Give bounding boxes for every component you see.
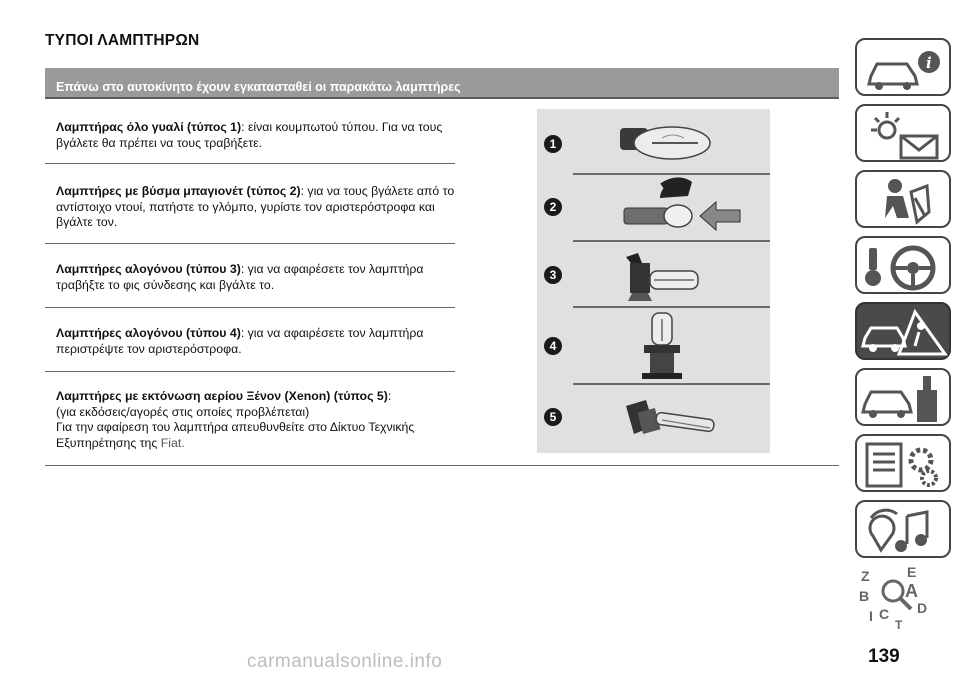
lamp-type-2-text: : για να τους βγάλετε από το αντίστοιχο ντουί, πατήστε το γλόμπο, γυρίστε τον αριστερόστροφα και βγάλτε τον. bbox=[56, 184, 455, 229]
lamp-type-3-text: : για να αφαιρέσετε τον λαμπτήρα τραβήξτε το φις σύνδεσης και βγάλτε το. bbox=[56, 262, 424, 292]
lamp-type-1-text: : είναι κουμπωτού τύπου. Για να τους βγάλετε θα πρέπει να τους τραβήξετε. bbox=[56, 120, 443, 150]
divider bbox=[45, 243, 455, 244]
lamp-type-5-text: Για την αφαίρεση του λαμπτήρα απευθυνθείτε στο Δίκτυο Τεχνικής Εξυπηρέτησης της bbox=[56, 420, 415, 450]
panel-divider bbox=[573, 306, 770, 308]
index-letter: C bbox=[879, 606, 890, 622]
divider bbox=[45, 163, 455, 164]
car-info-icon bbox=[857, 40, 953, 98]
side-tab-multimedia[interactable] bbox=[855, 500, 951, 558]
steering-wheel-key-icon bbox=[857, 238, 953, 296]
lamp-type-2-title: Λαμπτήρες με βύσμα μπαγιονέτ (τύπος 2) bbox=[56, 184, 301, 198]
xenon-bulb-icon bbox=[620, 396, 720, 448]
lamp-type-5-availability: (για εκδόσεις/αγορές στις οποίες προβλέπεται) bbox=[56, 404, 310, 419]
passenger-safety-icon bbox=[857, 172, 953, 230]
lamp-type-4-description bbox=[56, 326, 456, 357]
index-letter: D bbox=[917, 600, 928, 616]
divider bbox=[45, 307, 455, 308]
lamp-type-4-text: : για να αφαιρέσετε τον λαμπτήρα περιστρέψτε τον αριστερόστροφα. bbox=[56, 326, 424, 356]
all-glass-bulb-icon bbox=[612, 118, 712, 168]
index-letter: Z bbox=[861, 568, 870, 584]
side-tab-warning-lights[interactable] bbox=[855, 104, 951, 162]
alphabetical-index-icon[interactable] bbox=[855, 561, 951, 631]
index-letter: E bbox=[907, 564, 917, 580]
multimedia-icon bbox=[857, 502, 953, 560]
lamp-type-3-description bbox=[56, 262, 456, 293]
car-maintenance-icon bbox=[857, 370, 953, 428]
car-emergency-icon bbox=[857, 304, 953, 362]
watermark: carmanualsonline.info bbox=[247, 651, 443, 672]
side-tab-starting-driving[interactable] bbox=[855, 236, 951, 294]
lamp-number-3: 3 bbox=[544, 266, 562, 284]
side-tab-maintenance[interactable] bbox=[855, 368, 951, 426]
bayonet-bulb-icon bbox=[612, 176, 742, 238]
side-tab-car-info[interactable] bbox=[855, 38, 951, 96]
index-letter: A bbox=[905, 581, 918, 601]
dashboard-warning-lights-icon bbox=[857, 106, 953, 164]
page-number: 139 bbox=[868, 646, 900, 667]
brand-name: Fiat. bbox=[160, 435, 185, 450]
halogen-bulb-type-3-icon bbox=[618, 247, 708, 305]
index-letter: B bbox=[859, 588, 870, 604]
lamp-type-1-title: Λαμπτήρας όλο γυαλί (τύπος 1) bbox=[56, 120, 242, 134]
lamp-number-2: 2 bbox=[544, 198, 562, 216]
side-tab-safety[interactable] bbox=[855, 170, 951, 228]
lamp-number-1: 1 bbox=[544, 135, 562, 153]
panel-divider bbox=[573, 383, 770, 385]
lamp-number-5: 5 bbox=[544, 408, 562, 426]
lamp-type-5-description bbox=[56, 389, 456, 451]
side-tab-emergency[interactable] bbox=[855, 302, 951, 360]
bottom-divider bbox=[45, 465, 839, 466]
specifications-gear-icon bbox=[857, 436, 953, 494]
lamp-number-4: 4 bbox=[544, 337, 562, 355]
panel-divider bbox=[573, 240, 770, 242]
lamp-type-5-title: Λαμπτήρες με εκτόνωση αερίου Ξένον (Xenon) (τύπος 5) bbox=[56, 389, 388, 403]
lamp-type-2-description bbox=[56, 184, 456, 231]
section-header-bar: Επάνω στο αυτοκίνητο έχουν εγκατασταθεί οι παρακάτω λαμπτήρες bbox=[45, 68, 839, 99]
page-title: ΤΥΠΟΙ ΛΑΜΠΤΗΡΩΝ bbox=[45, 32, 200, 49]
lamp-type-1-description bbox=[56, 120, 456, 151]
lamp-type-4-title: Λαμπτήρες αλογόνου (τύπου 4) bbox=[56, 326, 241, 340]
lamp-type-5-colon: : bbox=[387, 389, 392, 403]
index-letter: T bbox=[895, 618, 903, 631]
index-letter: I bbox=[869, 608, 873, 624]
lamp-type-3-title: Λαμπτήρες αλογόνου (τύπου 3) bbox=[56, 262, 241, 276]
svg-text:i: i bbox=[926, 54, 932, 72]
side-tab-specifications[interactable] bbox=[855, 434, 951, 492]
divider bbox=[45, 371, 455, 372]
halogen-bulb-type-4-icon bbox=[636, 311, 690, 381]
panel-divider bbox=[573, 173, 770, 175]
